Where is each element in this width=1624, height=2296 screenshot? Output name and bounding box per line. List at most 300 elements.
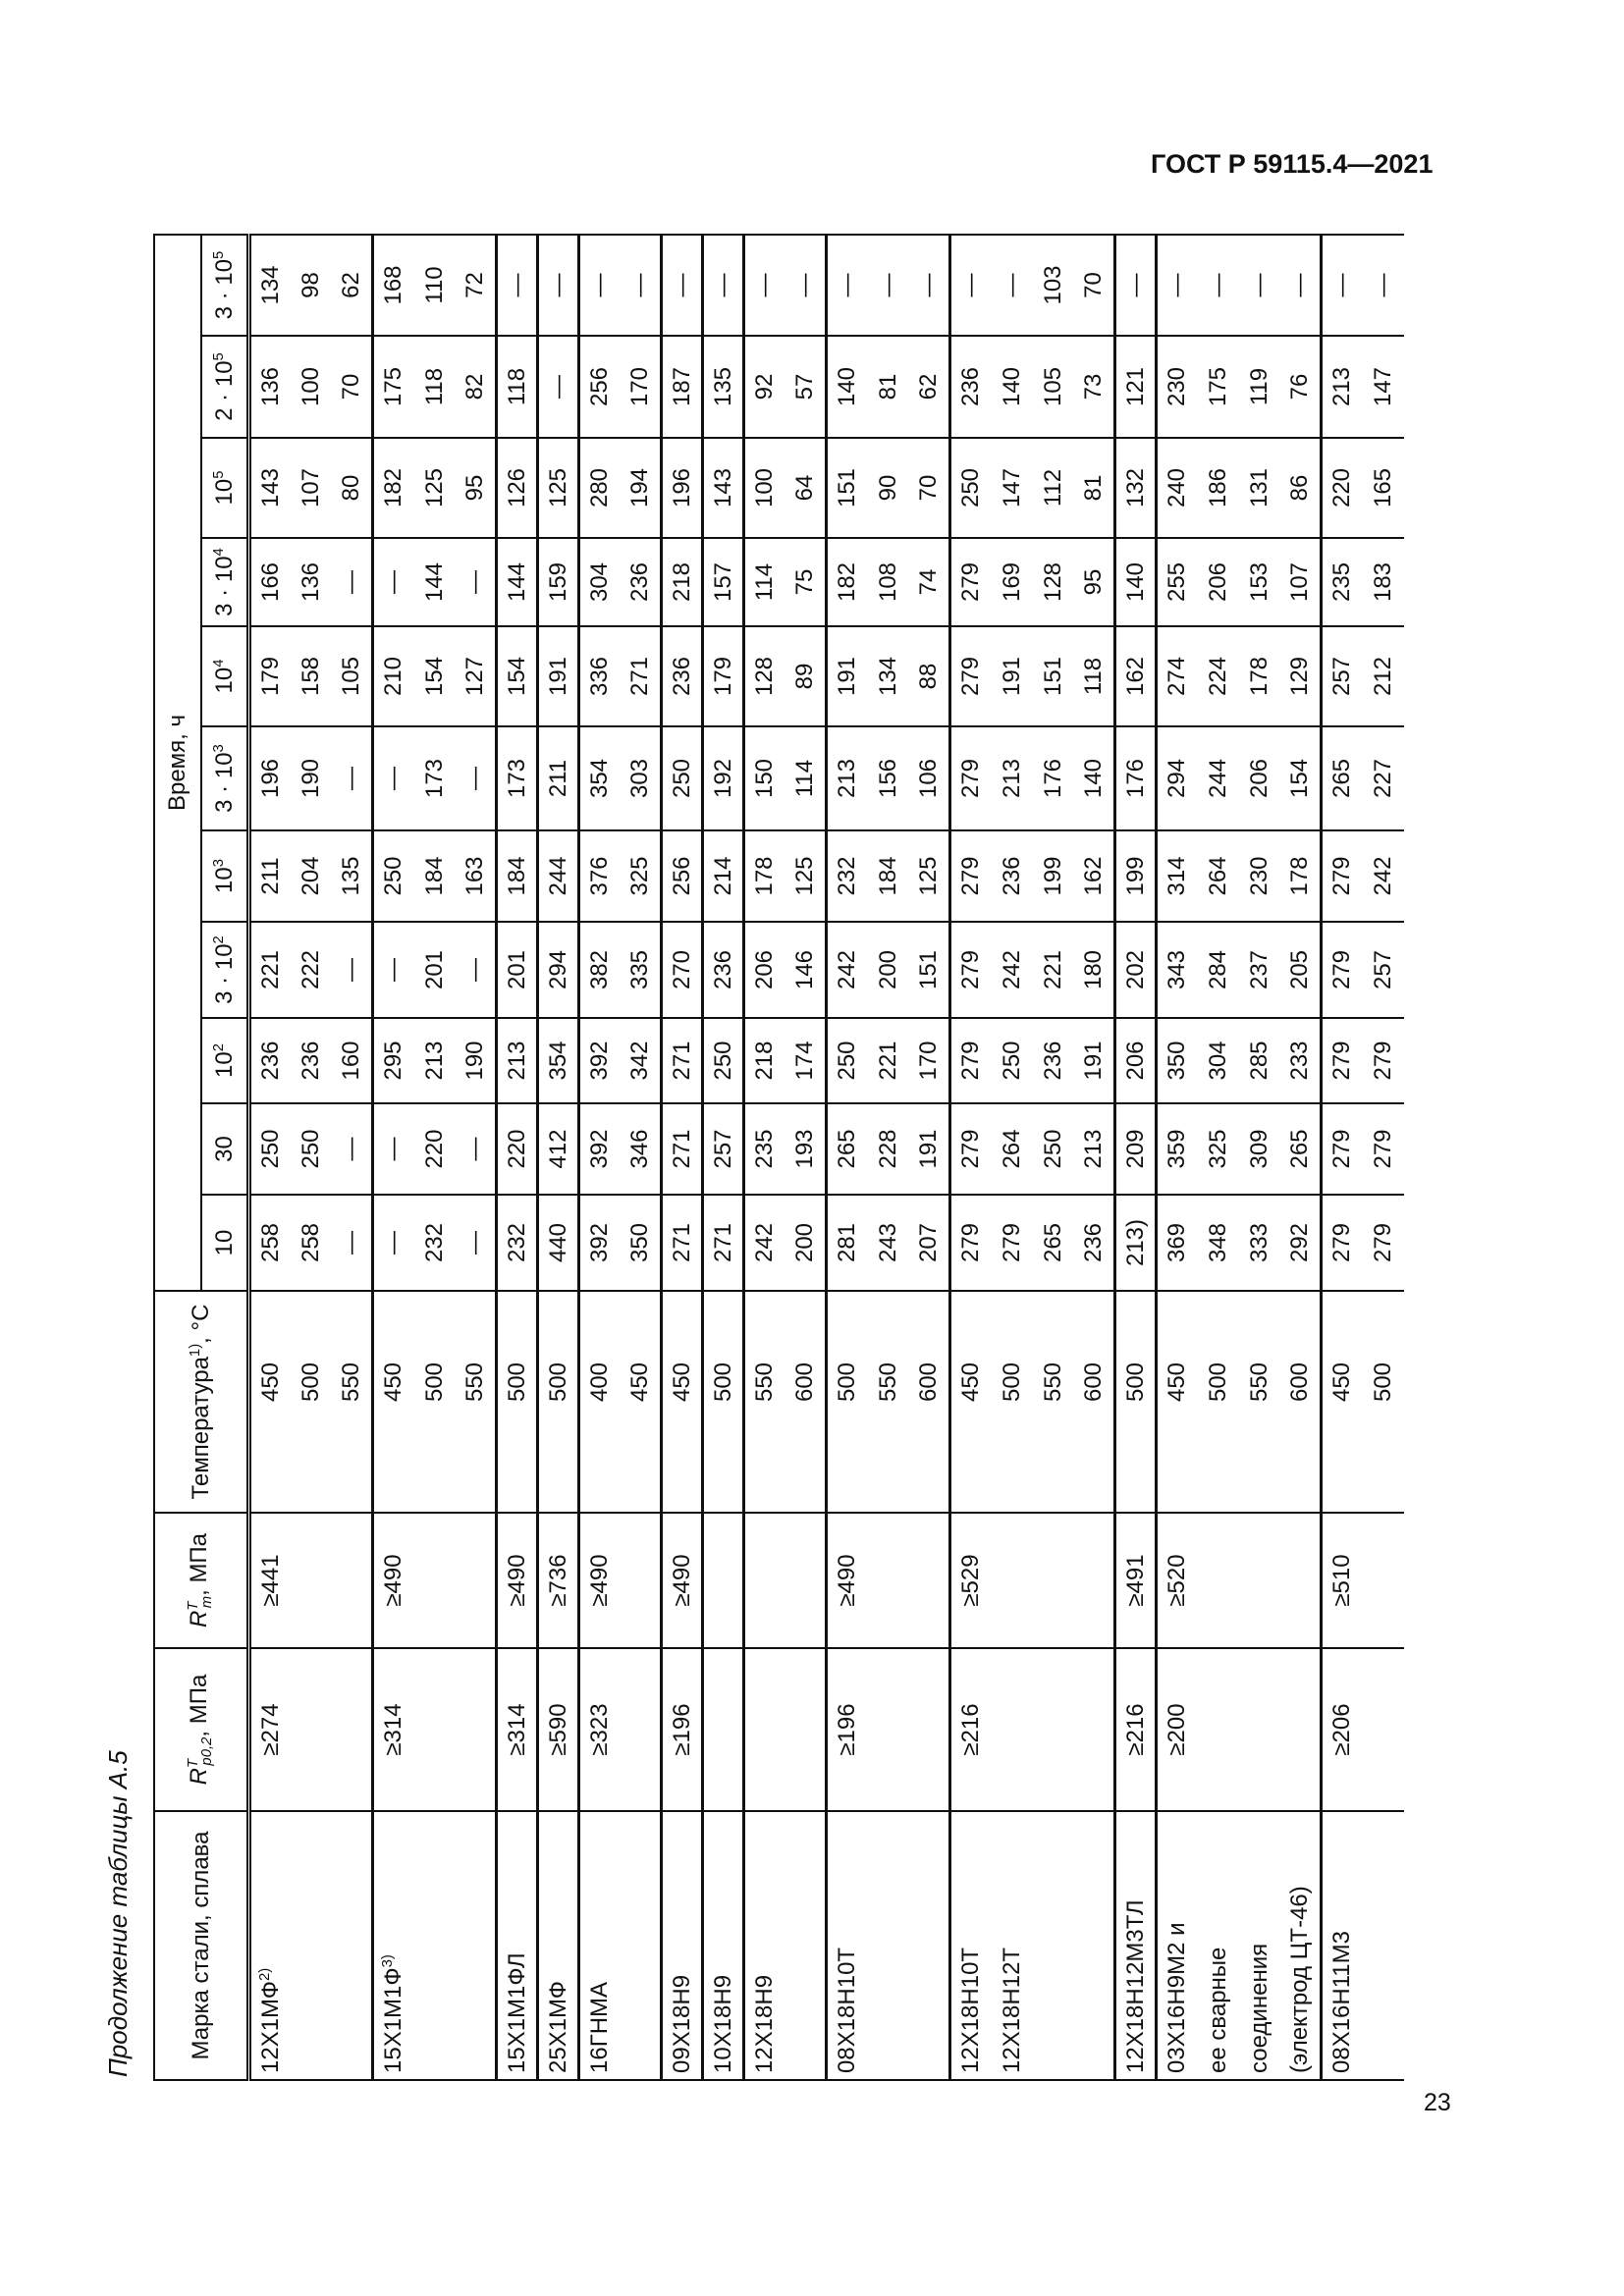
tensile-strength-cell <box>456 1513 497 1648</box>
strength-value-cell: 236 <box>950 336 992 438</box>
strength-value-cell: 73 <box>1074 336 1115 438</box>
superscript: T <box>186 1601 202 1611</box>
table-row <box>703 235 744 2080</box>
yield-strength-cell: ≥200 <box>1157 1648 1198 1811</box>
table-row <box>1033 235 1074 2080</box>
table-row <box>1322 235 1363 2080</box>
tensile-strength-cell: ≥490 <box>497 1513 538 1648</box>
strength-value-cell: 279 <box>1322 1018 1363 1103</box>
strength-value-cell: 75 <box>785 538 827 626</box>
tensile-strength-cell <box>1074 1513 1115 1648</box>
subscript: p0,2 <box>199 1736 216 1766</box>
strength-value-cell: — <box>332 1103 373 1195</box>
temperature-cell: 500 <box>827 1291 868 1513</box>
header-time-col <box>201 538 249 626</box>
strength-value-cell: 376 <box>579 830 621 922</box>
strength-value-cell: 279 <box>1322 830 1363 922</box>
strength-value-cell: 250 <box>662 726 703 830</box>
grade-name: 12Х18Н10Т <box>957 1947 985 2073</box>
strength-value-cell: 304 <box>1198 1018 1239 1103</box>
strength-value-cell: 100 <box>744 438 785 538</box>
tensile-strength-cell <box>621 1513 662 1648</box>
strength-value-cell: 279 <box>1363 1018 1404 1103</box>
tensile-strength-cell: ≥736 <box>538 1513 579 1648</box>
tensile-strength-cell <box>703 1513 744 1648</box>
tensile-strength-cell <box>1033 1513 1074 1648</box>
strength-value-cell: 271 <box>662 1195 703 1291</box>
strength-value-cell: 131 <box>1239 438 1280 538</box>
strength-value-cell: 279 <box>950 830 992 922</box>
tensile-strength-cell <box>785 1513 827 1648</box>
tensile-strength-cell: ≥441 <box>249 1513 291 1648</box>
strength-value-cell: — <box>456 538 497 626</box>
strength-value-cell: 250 <box>1033 1103 1074 1195</box>
strength-value-cell: 343 <box>1157 922 1198 1018</box>
strength-value-cell: 147 <box>992 438 1033 538</box>
temperature-cell: 600 <box>909 1291 950 1513</box>
strength-value-cell: 264 <box>1198 830 1239 922</box>
header-time-col <box>201 726 249 830</box>
grade-cell <box>579 1811 621 2080</box>
strength-value-cell: 154 <box>1280 726 1322 830</box>
strength-value-cell: 146 <box>785 922 827 1018</box>
strength-value-cell: 107 <box>1280 538 1322 626</box>
strength-value-cell: 196 <box>662 438 703 538</box>
strength-value-cell: 140 <box>992 336 1033 438</box>
grade-cell <box>621 1811 662 2080</box>
header-time-col <box>201 438 249 538</box>
strength-value-cell: 213 <box>827 726 868 830</box>
table-row <box>827 235 868 2080</box>
grade-cell <box>1074 1811 1115 2080</box>
time-base: 3 · 10 <box>210 943 238 1004</box>
strength-value-cell: — <box>373 922 414 1018</box>
strength-value-cell: 211 <box>538 726 579 830</box>
strength-value-cell: 250 <box>291 1103 332 1195</box>
strength-value-cell: — <box>456 1195 497 1291</box>
strength-value-cell: 184 <box>414 830 456 922</box>
strength-value-cell: 236 <box>1033 1018 1074 1103</box>
grade-name: 08Х16Н11М3 <box>1328 1931 1356 2073</box>
tensile-strength-cell <box>909 1513 950 1648</box>
grade-cell <box>1115 1811 1157 2080</box>
grade-cell <box>497 1811 538 2080</box>
tensile-strength-cell: ≥529 <box>950 1513 992 1648</box>
temperature-cell: 450 <box>1322 1291 1363 1513</box>
strength-value-cell: 213 <box>497 1018 538 1103</box>
table-row <box>579 235 621 2080</box>
grade-name: 03Х16Н9М2 и <box>1164 1922 1191 2073</box>
strength-value-cell: 144 <box>497 538 538 626</box>
footnote-mark: 2) <box>256 1967 273 1981</box>
strength-value-cell: 135 <box>703 336 744 438</box>
time-base: 10 <box>210 1051 238 1078</box>
strength-value-cell: 201 <box>497 922 538 1018</box>
strength-value-cell: 279 <box>950 1195 992 1291</box>
strength-value-cell: 166 <box>249 538 291 626</box>
strength-value-cell: 280 <box>579 438 621 538</box>
strength-value-cell: 150 <box>744 726 785 830</box>
strength-value-cell: 220 <box>414 1103 456 1195</box>
strength-value-cell: 250 <box>373 830 414 922</box>
strength-value-cell: — <box>579 235 621 336</box>
strength-value-cell: 206 <box>1239 726 1280 830</box>
header-time-col <box>201 626 249 726</box>
strength-value-cell: — <box>497 235 538 336</box>
strength-value-cell: 200 <box>785 1195 827 1291</box>
strength-value-cell: 162 <box>1115 626 1157 726</box>
tensile-strength-cell <box>1280 1513 1322 1648</box>
strength-value-cell: 86 <box>1280 438 1322 538</box>
temperature-cell: 450 <box>950 1291 992 1513</box>
tensile-strength-cell: ≥490 <box>662 1513 703 1648</box>
strength-value-cell: 359 <box>1157 1103 1198 1195</box>
header-time-col <box>201 235 249 336</box>
strength-value-cell: 105 <box>1033 336 1074 438</box>
yield-strength-cell <box>909 1648 950 1811</box>
strength-value-cell: 176 <box>1115 726 1157 830</box>
strength-value-cell: 190 <box>291 726 332 830</box>
table-row <box>414 235 456 2080</box>
strength-value-cell: 143 <box>703 438 744 538</box>
grade-name: 10Х18Н9 <box>709 1974 736 2073</box>
strength-value-cell: 121 <box>1115 336 1157 438</box>
strength-value-cell: 108 <box>868 538 909 626</box>
grade-cell <box>538 1811 579 2080</box>
strength-value-cell: 250 <box>992 1018 1033 1103</box>
strength-value-cell: 107 <box>291 438 332 538</box>
table-row <box>538 235 579 2080</box>
grade-cell <box>662 1811 703 2080</box>
strength-value-cell: — <box>662 235 703 336</box>
strength-value-cell: 271 <box>662 1103 703 1195</box>
strength-value-cell: 213 <box>1322 336 1363 438</box>
unit: , МПа <box>186 1532 213 1596</box>
strength-value-cell: 265 <box>1322 726 1363 830</box>
grade-cell <box>249 1811 291 2080</box>
temperature-cell: 550 <box>456 1291 497 1513</box>
strength-value-cell: 186 <box>1198 438 1239 538</box>
strength-value-cell: 191 <box>827 626 868 726</box>
strength-value-cell: 279 <box>1322 1103 1363 1195</box>
yield-strength-cell: ≥314 <box>373 1648 414 1811</box>
strength-value-cell: 227 <box>1363 726 1404 830</box>
strength-value-cell: 243 <box>868 1195 909 1291</box>
strength-value-cell: 178 <box>1280 830 1322 922</box>
table-row <box>497 235 538 2080</box>
strength-value-cell: 279 <box>950 726 992 830</box>
strength-value-cell: 193 <box>785 1103 827 1195</box>
time-base: 30 <box>210 1136 238 1162</box>
strength-value-cell: 151 <box>827 438 868 538</box>
grade-cell <box>827 1811 868 2080</box>
strength-value-cell: 233 <box>1280 1018 1322 1103</box>
strength-value-cell: 128 <box>744 626 785 726</box>
footnote-mark: 1) <box>187 1343 203 1358</box>
strength-value-cell: 191 <box>992 626 1033 726</box>
strength-value-cell: 440 <box>538 1195 579 1291</box>
time-exponent: 5 <box>210 250 227 259</box>
strength-value-cell: 118 <box>414 336 456 438</box>
page-number: 23 <box>1424 2089 1451 2116</box>
strength-value-cell: 190 <box>456 1018 497 1103</box>
strength-value-cell: 95 <box>456 438 497 538</box>
strength-value-cell: 309 <box>1239 1103 1280 1195</box>
strength-value-cell: 325 <box>1198 1103 1239 1195</box>
strength-value-cell: 191 <box>538 626 579 726</box>
grade-name: соединения <box>1245 1943 1272 2073</box>
strength-value-cell: 271 <box>703 1195 744 1291</box>
strength-value-cell: — <box>621 235 662 336</box>
strength-value-cell: 154 <box>497 626 538 726</box>
strength-value-cell: 354 <box>579 726 621 830</box>
strength-value-cell: 218 <box>662 538 703 626</box>
temperature-cell: 450 <box>621 1291 662 1513</box>
yield-strength-cell: ≥206 <box>1322 1648 1363 1811</box>
table-row <box>909 235 950 2080</box>
grade-cell <box>1239 1811 1280 2080</box>
header-tensile-strength <box>154 1513 249 1648</box>
time-base: 10 <box>210 667 238 694</box>
strength-value-cell: 176 <box>1033 726 1074 830</box>
grade-cell <box>1033 1811 1074 2080</box>
table-body <box>249 235 1404 2080</box>
strength-value-cell: 271 <box>662 1018 703 1103</box>
strength-value-cell: 81 <box>868 336 909 438</box>
table-row <box>1074 235 1115 2080</box>
strength-value-cell: — <box>373 538 414 626</box>
tensile-strength-cell: ≥490 <box>579 1513 621 1648</box>
strength-value-cell: 242 <box>744 1195 785 1291</box>
strength-value-cell: 244 <box>1198 726 1239 830</box>
grade-cell <box>909 1811 950 2080</box>
strength-value-cell: 180 <box>1074 922 1115 1018</box>
strength-value-cell: 255 <box>1157 538 1198 626</box>
yield-strength-cell <box>414 1648 456 1811</box>
grade-cell <box>456 1811 497 2080</box>
symbol: R <box>186 1610 213 1629</box>
temperature-cell: 600 <box>785 1291 827 1513</box>
strength-value-cell: 179 <box>703 626 744 726</box>
temperature-cell: 500 <box>1115 1291 1157 1513</box>
strength-value-cell: — <box>538 336 579 438</box>
strength-value-cell: 154 <box>414 626 456 726</box>
temperature-cell: 500 <box>291 1291 332 1513</box>
tensile-strength-cell: ≥490 <box>827 1513 868 1648</box>
strength-value-cell: 147 <box>1363 336 1404 438</box>
strength-value-cell: 98 <box>291 235 332 336</box>
strength-value-cell: 240 <box>1157 438 1198 538</box>
temperature-cell: 500 <box>992 1291 1033 1513</box>
strength-value-cell: 218 <box>744 1018 785 1103</box>
strength-value-cell: 235 <box>744 1103 785 1195</box>
strength-value-cell: 159 <box>538 538 579 626</box>
grade-cell <box>1198 1811 1239 2080</box>
strength-value-cell: 194 <box>621 438 662 538</box>
time-exponent: 4 <box>210 548 227 557</box>
strength-value-cell: — <box>827 235 868 336</box>
strength-value-cell: 199 <box>1115 830 1157 922</box>
strength-value-cell: 168 <box>373 235 414 336</box>
strength-value-cell: 285 <box>1239 1018 1280 1103</box>
strength-value-cell: 250 <box>703 1018 744 1103</box>
strength-value-cell: 206 <box>1198 538 1239 626</box>
strength-value-cell: 279 <box>950 538 992 626</box>
strength-value-cell: 118 <box>497 336 538 438</box>
strength-value-cell: 257 <box>1363 922 1404 1018</box>
strength-value-cell: 184 <box>868 830 909 922</box>
strength-value-cell: 175 <box>373 336 414 438</box>
yield-strength-cell: ≥314 <box>497 1648 538 1811</box>
strength-value-cell: 279 <box>992 1195 1033 1291</box>
strength-value-cell: 200 <box>868 922 909 1018</box>
yield-strength-cell <box>1033 1648 1074 1811</box>
strength-value-cell: 314 <box>1157 830 1198 922</box>
yield-strength-cell <box>744 1648 785 1811</box>
strength-value-cell: 224 <box>1198 626 1239 726</box>
strength-value-cell: 64 <box>785 438 827 538</box>
time-base: 3 · 10 <box>210 556 238 616</box>
strength-value-cell: 242 <box>1363 830 1404 922</box>
grade-cell <box>291 1811 332 2080</box>
grade-name: 12Х18Н12Т <box>998 1947 1025 2073</box>
strength-value-cell: — <box>332 538 373 626</box>
grade-name: 09Х18Н9 <box>668 1974 695 2073</box>
time-exponent: 2 <box>210 1043 227 1052</box>
strength-value-cell: 88 <box>909 626 950 726</box>
strength-value-cell: 369 <box>1157 1195 1198 1291</box>
time-base: 10 <box>210 867 238 893</box>
strength-value-cell: 76 <box>1280 336 1322 438</box>
tensile-strength-cell <box>868 1513 909 1648</box>
strength-value-cell: 348 <box>1198 1195 1239 1291</box>
strength-value-cell: 70 <box>909 438 950 538</box>
strength-value-cell: 175 <box>1198 336 1239 438</box>
tensile-strength-cell <box>1363 1513 1404 1648</box>
strength-value-cell: 256 <box>662 830 703 922</box>
header-time-col <box>201 336 249 438</box>
strength-value-cell: 292 <box>1280 1195 1322 1291</box>
yield-strength-cell <box>291 1648 332 1811</box>
grade-cell <box>950 1811 992 2080</box>
strength-value-cell: — <box>373 1195 414 1291</box>
strength-value-cell: 333 <box>1239 1195 1280 1291</box>
strength-value-cell: — <box>456 1103 497 1195</box>
tensile-strength-cell: ≥490 <box>373 1513 414 1648</box>
strength-value-cell: 244 <box>538 830 579 922</box>
temperature-cell: 500 <box>497 1291 538 1513</box>
strength-value-cell: 183 <box>1363 538 1404 626</box>
table-row <box>1280 235 1322 2080</box>
strength-value-cell: 222 <box>291 922 332 1018</box>
strength-value-cell: 205 <box>1280 922 1322 1018</box>
strength-value-cell: 279 <box>950 1018 992 1103</box>
creep-strength-table <box>153 234 1404 2081</box>
grade-name: ее сварные <box>1204 1947 1231 2073</box>
yield-strength-cell <box>332 1648 373 1811</box>
grade-name: 12Х18Н9 <box>751 1974 779 2073</box>
strength-value-cell: 236 <box>1074 1195 1115 1291</box>
grade-name: 25Х1МФ <box>544 1980 571 2073</box>
tensile-strength-cell <box>1239 1513 1280 1648</box>
strength-value-cell: 264 <box>992 1103 1033 1195</box>
strength-value-cell: 284 <box>1198 922 1239 1018</box>
table-caption: Продолжение таблицы А.5 <box>103 1750 133 2077</box>
strength-value-cell: 392 <box>579 1195 621 1291</box>
temperature-cell: 500 <box>1363 1291 1404 1513</box>
strength-value-cell: 257 <box>703 1103 744 1195</box>
strength-value-cell: 89 <box>785 626 827 726</box>
header-time-col <box>201 1103 249 1195</box>
strength-value-cell: 140 <box>1115 538 1157 626</box>
grade-name: 16ГНМА <box>586 1981 614 2073</box>
header-yield-strength <box>154 1648 249 1811</box>
strength-value-cell: 70 <box>332 336 373 438</box>
header-time-group: Время, ч <box>154 235 201 1291</box>
tensile-strength-cell <box>744 1513 785 1648</box>
strength-value-cell: 270 <box>662 922 703 1018</box>
strength-value-cell: 173 <box>497 726 538 830</box>
temperature-cell: 550 <box>868 1291 909 1513</box>
strength-value-cell: 156 <box>868 726 909 830</box>
yield-strength-cell <box>1280 1648 1322 1811</box>
strength-value-cell: 196 <box>249 726 291 830</box>
strength-value-cell: 140 <box>1074 726 1115 830</box>
temperature-cell: 500 <box>1198 1291 1239 1513</box>
strength-value-cell: 213 <box>414 1018 456 1103</box>
strength-value-cell: 213) <box>1115 1195 1157 1291</box>
strength-value-cell: 220 <box>497 1103 538 1195</box>
strength-value-cell: — <box>909 235 950 336</box>
strength-value-cell: 214 <box>703 830 744 922</box>
strength-value-cell: 221 <box>1033 922 1074 1018</box>
strength-value-cell: 213 <box>992 726 1033 830</box>
strength-value-cell: 250 <box>827 1018 868 1103</box>
strength-value-cell: 158 <box>291 626 332 726</box>
strength-value-cell: 95 <box>1074 538 1115 626</box>
strength-value-cell: 354 <box>538 1018 579 1103</box>
grade-name: 12Х18Н12М3ТЛ <box>1121 1899 1149 2073</box>
strength-value-cell: 170 <box>621 336 662 438</box>
strength-value-cell: 129 <box>1280 626 1322 726</box>
strength-value-cell: 236 <box>992 830 1033 922</box>
strength-value-cell: 100 <box>291 336 332 438</box>
strength-value-cell: 153 <box>1239 538 1280 626</box>
grade-cell <box>1322 1811 1363 2080</box>
grade-name: 15Х1М1Ф <box>380 1967 407 2073</box>
strength-value-cell: 165 <box>1363 438 1404 538</box>
strength-value-cell: 92 <box>744 336 785 438</box>
strength-value-cell: 103 <box>1033 235 1074 336</box>
strength-value-cell: 134 <box>249 235 291 336</box>
strength-value-cell: 237 <box>1239 922 1280 1018</box>
strength-value-cell: 236 <box>621 538 662 626</box>
table-row <box>1198 235 1239 2080</box>
header-temperature <box>154 1291 249 1513</box>
table-row <box>291 235 332 2080</box>
table-row <box>621 235 662 2080</box>
strength-value-cell: 236 <box>703 922 744 1018</box>
strength-value-cell: 170 <box>909 1018 950 1103</box>
strength-value-cell: — <box>538 235 579 336</box>
strength-value-cell: 250 <box>249 1103 291 1195</box>
strength-value-cell: 202 <box>1115 922 1157 1018</box>
grade-cell <box>785 1811 827 2080</box>
yield-strength-cell <box>992 1648 1033 1811</box>
strength-value-cell: 57 <box>785 336 827 438</box>
strength-value-cell: 187 <box>662 336 703 438</box>
strength-value-cell: 114 <box>744 538 785 626</box>
